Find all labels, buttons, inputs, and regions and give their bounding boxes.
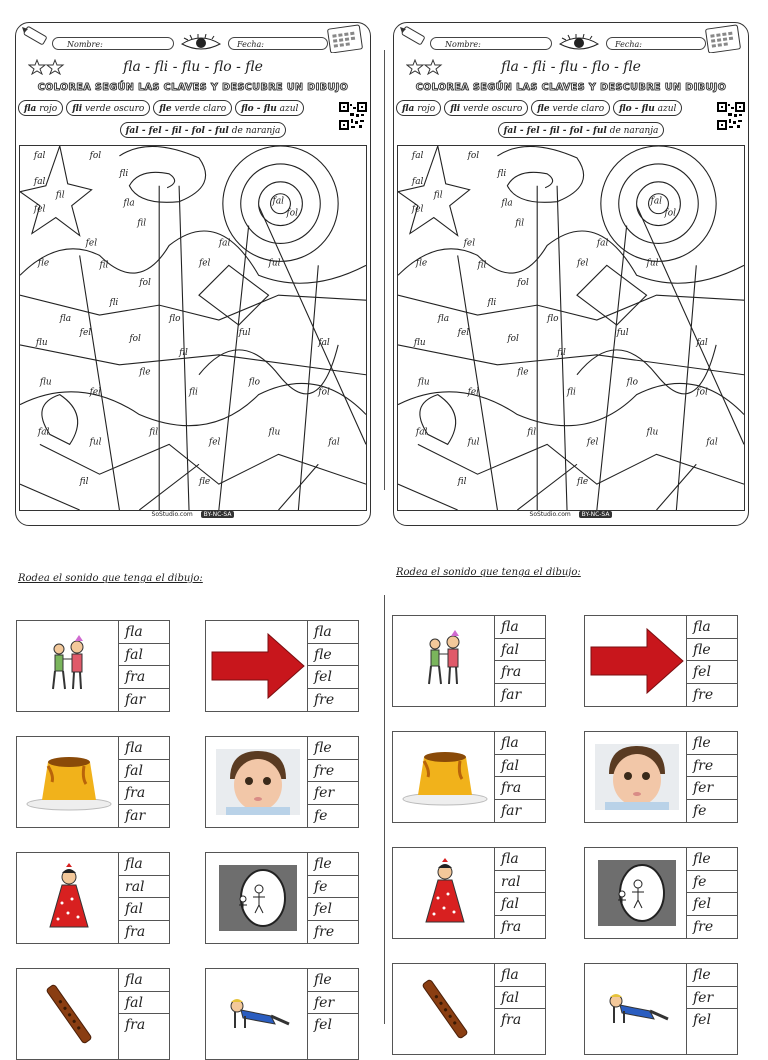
region-syllable-label: fil	[99, 260, 109, 271]
syllable-option[interactable]: fre	[314, 691, 335, 708]
syllable-option[interactable]: fre	[308, 760, 358, 783]
date-label: Fecha:	[615, 40, 642, 49]
coloring-lines	[398, 146, 744, 510]
region-syllable-label: fal	[318, 337, 330, 348]
worksheet-instruction: COLOREA SEGÚN LAS CLAVES Y DESCUBRE UN DIBUJO	[37, 82, 349, 93]
region-syllable-label: flu	[417, 377, 430, 388]
worksheet-header	[394, 23, 748, 59]
region-syllable-label: fal	[37, 427, 50, 438]
region-syllable-label: fal	[218, 238, 231, 249]
region-syllable-label: fol	[467, 150, 480, 161]
syllable-option[interactable]: fel	[308, 898, 358, 921]
region-syllable-label: fle	[139, 367, 151, 378]
region-syllable-label: fle	[415, 258, 428, 269]
children-icon	[415, 626, 475, 696]
syllable-option[interactable]: fle	[308, 853, 358, 876]
key-fle: fle verde claro	[531, 100, 610, 116]
syllable-options	[494, 848, 545, 938]
region-syllable-label: ful	[89, 437, 102, 448]
syllable-options	[494, 964, 545, 1054]
region-syllable-label: ful	[646, 258, 659, 269]
eye-icon	[558, 34, 600, 52]
region-syllable-label: fal	[33, 150, 46, 161]
syllable-option[interactable]: fre	[693, 918, 714, 935]
syllable-option[interactable]: fer	[308, 782, 358, 805]
region-syllable-label: fol	[318, 387, 330, 398]
worksheet-footer	[394, 511, 748, 523]
region-syllable-label: fle	[576, 477, 589, 488]
syllable-options	[494, 732, 545, 822]
syllable-options	[686, 848, 737, 938]
region-syllable-label: fal	[415, 427, 428, 438]
syllable-option[interactable]: fel	[314, 1017, 332, 1033]
footer-site: SoStudio.com	[529, 511, 571, 518]
exercise-card-left	[16, 852, 170, 944]
region-syllable-label: fil	[433, 190, 443, 201]
card-picture	[393, 964, 497, 1054]
mirror-icon	[219, 865, 297, 931]
syllable-option[interactable]: fre	[687, 755, 737, 778]
color-key-row-1	[18, 100, 336, 116]
card-picture	[585, 732, 689, 822]
worksheet-header	[16, 23, 370, 59]
region-syllable-label: fel	[457, 327, 470, 338]
region-syllable-label: fil	[457, 477, 467, 488]
card-picture	[17, 737, 121, 827]
syllable-option[interactable]: fla	[495, 964, 545, 987]
region-syllable-label: fel	[576, 258, 589, 269]
syllable-option[interactable]: fle	[687, 848, 737, 871]
region-syllable-label: flo	[547, 314, 559, 325]
region-syllable-label: fla	[59, 314, 72, 325]
calendar-icon	[704, 23, 742, 53]
region-syllable-label: fla	[437, 314, 450, 325]
syllable-option[interactable]: fre	[693, 686, 714, 703]
region-syllable-label: fil	[137, 218, 147, 229]
syllable-option[interactable]: fle	[687, 732, 737, 755]
region-syllable-label: fol	[664, 208, 677, 219]
region-syllable-label: flo	[626, 377, 639, 388]
region-syllable-label: fal	[411, 176, 424, 187]
region-syllable-label: flu	[39, 377, 52, 388]
syllable-option[interactable]: ral	[495, 871, 545, 894]
arrow-icon	[589, 627, 685, 695]
license-badge: BY-NC-SA	[201, 511, 235, 518]
syllable-option[interactable]: fla	[495, 732, 545, 755]
syllable-option[interactable]: fra	[501, 1012, 522, 1028]
syllable-options	[118, 737, 169, 827]
region-syllable-label: flo	[248, 377, 261, 388]
syllable-options	[118, 969, 169, 1059]
syllable-option[interactable]: fel	[308, 666, 358, 689]
region-syllable-label: fal	[33, 176, 46, 187]
exercise-card-right	[392, 847, 546, 939]
exercise-card-left	[205, 968, 359, 1060]
region-syllable-label: fel	[89, 387, 102, 398]
syllables-title: fla - fli - flu - flo - fle	[501, 59, 641, 75]
region-syllable-label: fil	[79, 477, 89, 488]
card-picture	[206, 621, 310, 711]
region-syllable-label: fol	[517, 278, 529, 289]
region-syllable-label: fel	[85, 238, 98, 249]
flute-icon	[420, 974, 470, 1044]
syllable-option[interactable]: fle	[308, 969, 358, 992]
name-label: Nombre:	[67, 40, 103, 49]
syllable-option[interactable]: fra	[501, 918, 522, 935]
syllable-option[interactable]: fe	[687, 871, 737, 894]
eye-icon	[180, 34, 222, 52]
region-syllable-label: fal	[328, 437, 340, 448]
pencil-icon	[20, 25, 52, 47]
region-syllable-label: fel	[463, 238, 476, 249]
syllable-option[interactable]: far	[125, 691, 146, 708]
card-picture	[393, 616, 497, 706]
region-syllable-label: fel	[208, 437, 221, 448]
card-picture	[206, 853, 310, 943]
region-syllable-label: flu	[268, 427, 281, 438]
syllable-options	[686, 616, 737, 706]
region-syllable-label: fil	[557, 347, 566, 358]
region-syllable-label: ful	[238, 327, 251, 338]
region-syllable-label: fle	[198, 477, 211, 488]
card-picture	[585, 616, 689, 706]
key-flo-flu: flo - flu azul	[235, 100, 304, 116]
exercise-card-right	[392, 731, 546, 823]
date-field[interactable]	[606, 37, 706, 50]
key-fli: fli verde oscuro	[66, 100, 150, 116]
card-picture	[17, 853, 121, 943]
exercise-card-left	[16, 620, 170, 712]
pushup-kid-icon	[223, 994, 293, 1034]
region-syllable-label: fel	[411, 204, 424, 215]
region-syllable-label: fli	[189, 387, 198, 398]
syllable-option[interactable]: far	[501, 802, 522, 819]
syllable-option[interactable]: fle	[308, 644, 358, 667]
key-fli: fli verde oscuro	[444, 100, 528, 116]
syllable-option[interactable]: fer	[687, 987, 737, 1010]
region-syllable-label: fil	[477, 260, 487, 271]
exercise-card-left	[205, 852, 359, 944]
exercise-card-right	[584, 731, 738, 823]
region-syllable-label: fil	[527, 427, 537, 438]
syllable-options	[307, 969, 358, 1059]
card-picture	[585, 848, 689, 938]
syllable-option[interactable]: fra	[119, 782, 169, 805]
flan-icon	[24, 752, 114, 812]
key-fla: fla rojo	[396, 100, 441, 116]
syllable-option[interactable]: fra	[119, 666, 169, 689]
flan-icon	[400, 747, 490, 807]
worksheet-instruction: COLOREA SEGÚN LAS CLAVES Y DESCUBRE UN DIBUJO	[415, 82, 727, 93]
region-syllable-label: fel	[198, 258, 211, 269]
license-badge: BY-NC-SA	[579, 511, 613, 518]
syllable-option[interactable]: fal	[495, 639, 545, 662]
coloring-picture	[397, 145, 745, 511]
syllable-options	[307, 621, 358, 711]
qr-code-icon	[717, 102, 745, 130]
color-key-row-2	[454, 122, 708, 138]
exercise-card-right	[392, 615, 546, 707]
color-key-row-2	[76, 122, 330, 138]
card-picture	[17, 621, 121, 711]
syllable-options	[494, 616, 545, 706]
syllable-option[interactable]: fla	[119, 969, 169, 992]
region-syllable-label: flu	[646, 427, 659, 438]
flamenco-dancer-icon	[44, 863, 94, 933]
syllable-option[interactable]: fal	[119, 644, 169, 667]
region-syllable-label: fal	[706, 437, 718, 448]
syllable-options	[686, 964, 737, 1054]
region-syllable-label: fel	[79, 327, 92, 338]
syllable-options	[307, 853, 358, 943]
syllable-option[interactable]: fe	[314, 807, 328, 824]
region-syllable-label: ful	[467, 437, 480, 448]
syllable-option[interactable]: fe	[693, 802, 707, 819]
region-syllable-label: fol	[89, 150, 102, 161]
exercise-instruction-left: Rodea el sonido que tenga el dibujo:	[18, 573, 203, 584]
syllable-option[interactable]: fra	[495, 777, 545, 800]
region-syllable-label: fol	[286, 208, 299, 219]
syllable-option[interactable]: fra	[495, 661, 545, 684]
region-syllable-label: fol	[139, 278, 151, 289]
color-key-row-1	[396, 100, 714, 116]
region-syllable-label: fli	[119, 168, 129, 179]
syllable-option[interactable]: far	[501, 686, 522, 703]
coloring-picture	[19, 145, 367, 511]
syllable-option[interactable]: fre	[314, 923, 335, 940]
name-field[interactable]	[52, 37, 174, 50]
syllable-option[interactable]: far	[125, 807, 146, 824]
pushup-kid-icon	[602, 989, 672, 1029]
name-field[interactable]	[430, 37, 552, 50]
syllable-option[interactable]: ral	[119, 876, 169, 899]
key-fla: fla rojo	[18, 100, 63, 116]
pencil-icon	[398, 25, 430, 47]
footer-site: SoStudio.com	[151, 511, 193, 518]
name-label: Nombre:	[445, 40, 481, 49]
arrow-icon	[210, 632, 306, 700]
worksheet-footer	[16, 511, 370, 523]
syllable-option[interactable]: fla	[687, 616, 737, 639]
region-syllable-label: fal	[696, 337, 708, 348]
region-syllable-label: fli	[567, 387, 576, 398]
region-syllable-label: fal	[650, 196, 663, 207]
worksheet-left	[15, 22, 371, 526]
key-fle: fle verde claro	[153, 100, 232, 116]
page-divider	[384, 595, 385, 1024]
region-syllable-label: fli	[497, 168, 507, 179]
exercise-card-right	[392, 963, 546, 1055]
syllable-options	[307, 737, 358, 827]
syllable-option[interactable]: fla	[495, 848, 545, 871]
flamenco-dancer-icon	[420, 858, 470, 928]
worksheet-right	[393, 22, 749, 526]
syllable-options	[686, 732, 737, 822]
syllable-options	[118, 853, 169, 943]
syllable-option[interactable]: fla	[119, 737, 169, 760]
exercise-instruction-right: Rodea el sonido que tenga el dibujo:	[396, 567, 581, 578]
card-picture	[206, 969, 310, 1059]
region-syllable-label: fel	[586, 437, 599, 448]
exercise-card-right	[584, 615, 738, 707]
qr-code-icon	[339, 102, 367, 130]
syllable-option[interactable]: fel	[693, 1012, 711, 1028]
syllable-option[interactable]: fra	[125, 923, 146, 940]
syllable-option[interactable]: fal	[119, 992, 169, 1015]
region-syllable-label: fel	[33, 204, 46, 215]
page-divider-top	[384, 50, 385, 490]
exercise-card-right	[584, 847, 738, 939]
region-syllable-label: fli	[109, 298, 119, 309]
card-picture	[17, 969, 121, 1059]
region-syllable-label: fol	[507, 333, 519, 344]
card-picture	[393, 848, 497, 938]
mirror-icon	[598, 860, 676, 926]
syllable-option[interactable]: fal	[495, 755, 545, 778]
exercise-card-left	[205, 736, 359, 828]
syllable-option[interactable]: fla	[119, 621, 169, 644]
syllables-title: fla - fli - flu - flo - fle	[123, 59, 263, 75]
region-syllable-label: fil	[179, 347, 188, 358]
syllable-option[interactable]: fal	[119, 760, 169, 783]
region-syllable-label: ful	[268, 258, 281, 269]
region-syllable-label: fle	[517, 367, 529, 378]
region-syllable-label: fil	[55, 190, 65, 201]
syllable-option[interactable]: fla	[495, 616, 545, 639]
key-fal-fel-fil: fal - fel - fil - fol - ful de naranja	[120, 122, 287, 138]
syllable-option[interactable]: fal	[119, 898, 169, 921]
exercise-card-left	[16, 968, 170, 1060]
key-fal-fel-fil: fal - fel - fil - fol - ful de naranja	[498, 122, 665, 138]
syllable-option[interactable]: fle	[308, 737, 358, 760]
region-syllable-label: fal	[272, 196, 285, 207]
coloring-lines	[20, 146, 366, 510]
region-syllable-label: fol	[129, 333, 141, 344]
syllable-options	[118, 621, 169, 711]
date-field[interactable]	[228, 37, 328, 50]
date-label: Fecha:	[237, 40, 264, 49]
region-syllable-label: fal	[411, 150, 424, 161]
syllable-option[interactable]: fla	[308, 621, 358, 644]
region-syllable-label: fel	[467, 387, 480, 398]
syllable-option[interactable]: fle	[687, 639, 737, 662]
syllable-option[interactable]: fra	[125, 1017, 146, 1033]
card-picture	[393, 732, 497, 822]
region-syllable-label: flo	[169, 314, 181, 325]
region-syllable-label: ful	[616, 327, 629, 338]
baby-face-icon	[216, 749, 300, 815]
region-syllable-label: flu	[35, 337, 48, 348]
syllable-option[interactable]: fe	[308, 876, 358, 899]
flute-icon	[44, 979, 94, 1049]
syllable-option[interactable]: fla	[119, 853, 169, 876]
syllable-option[interactable]: fer	[308, 992, 358, 1015]
card-picture	[585, 964, 689, 1054]
region-syllable-label: fli	[487, 298, 497, 309]
exercise-card-right	[584, 963, 738, 1055]
syllable-option[interactable]: fle	[687, 964, 737, 987]
region-syllable-label: fla	[123, 198, 135, 209]
syllable-option[interactable]: fer	[687, 777, 737, 800]
children-icon	[39, 631, 99, 701]
calendar-icon	[326, 23, 364, 53]
region-syllable-label: fle	[37, 258, 50, 269]
exercise-card-left	[205, 620, 359, 712]
syllable-option[interactable]: fal	[495, 987, 545, 1010]
region-syllable-label: fil	[149, 427, 159, 438]
region-syllable-label: fal	[596, 238, 609, 249]
region-syllable-label: fol	[696, 387, 708, 398]
syllable-option[interactable]: fal	[495, 893, 545, 916]
exercise-card-left	[16, 736, 170, 828]
region-syllable-label: flu	[413, 337, 426, 348]
baby-face-icon	[595, 744, 679, 810]
key-flo-flu: flo - flu azul	[613, 100, 682, 116]
syllable-option[interactable]: fel	[687, 893, 737, 916]
syllable-option[interactable]: fel	[687, 661, 737, 684]
region-syllable-label: fil	[515, 218, 525, 229]
card-picture	[206, 737, 310, 827]
region-syllable-label: fla	[501, 198, 513, 209]
